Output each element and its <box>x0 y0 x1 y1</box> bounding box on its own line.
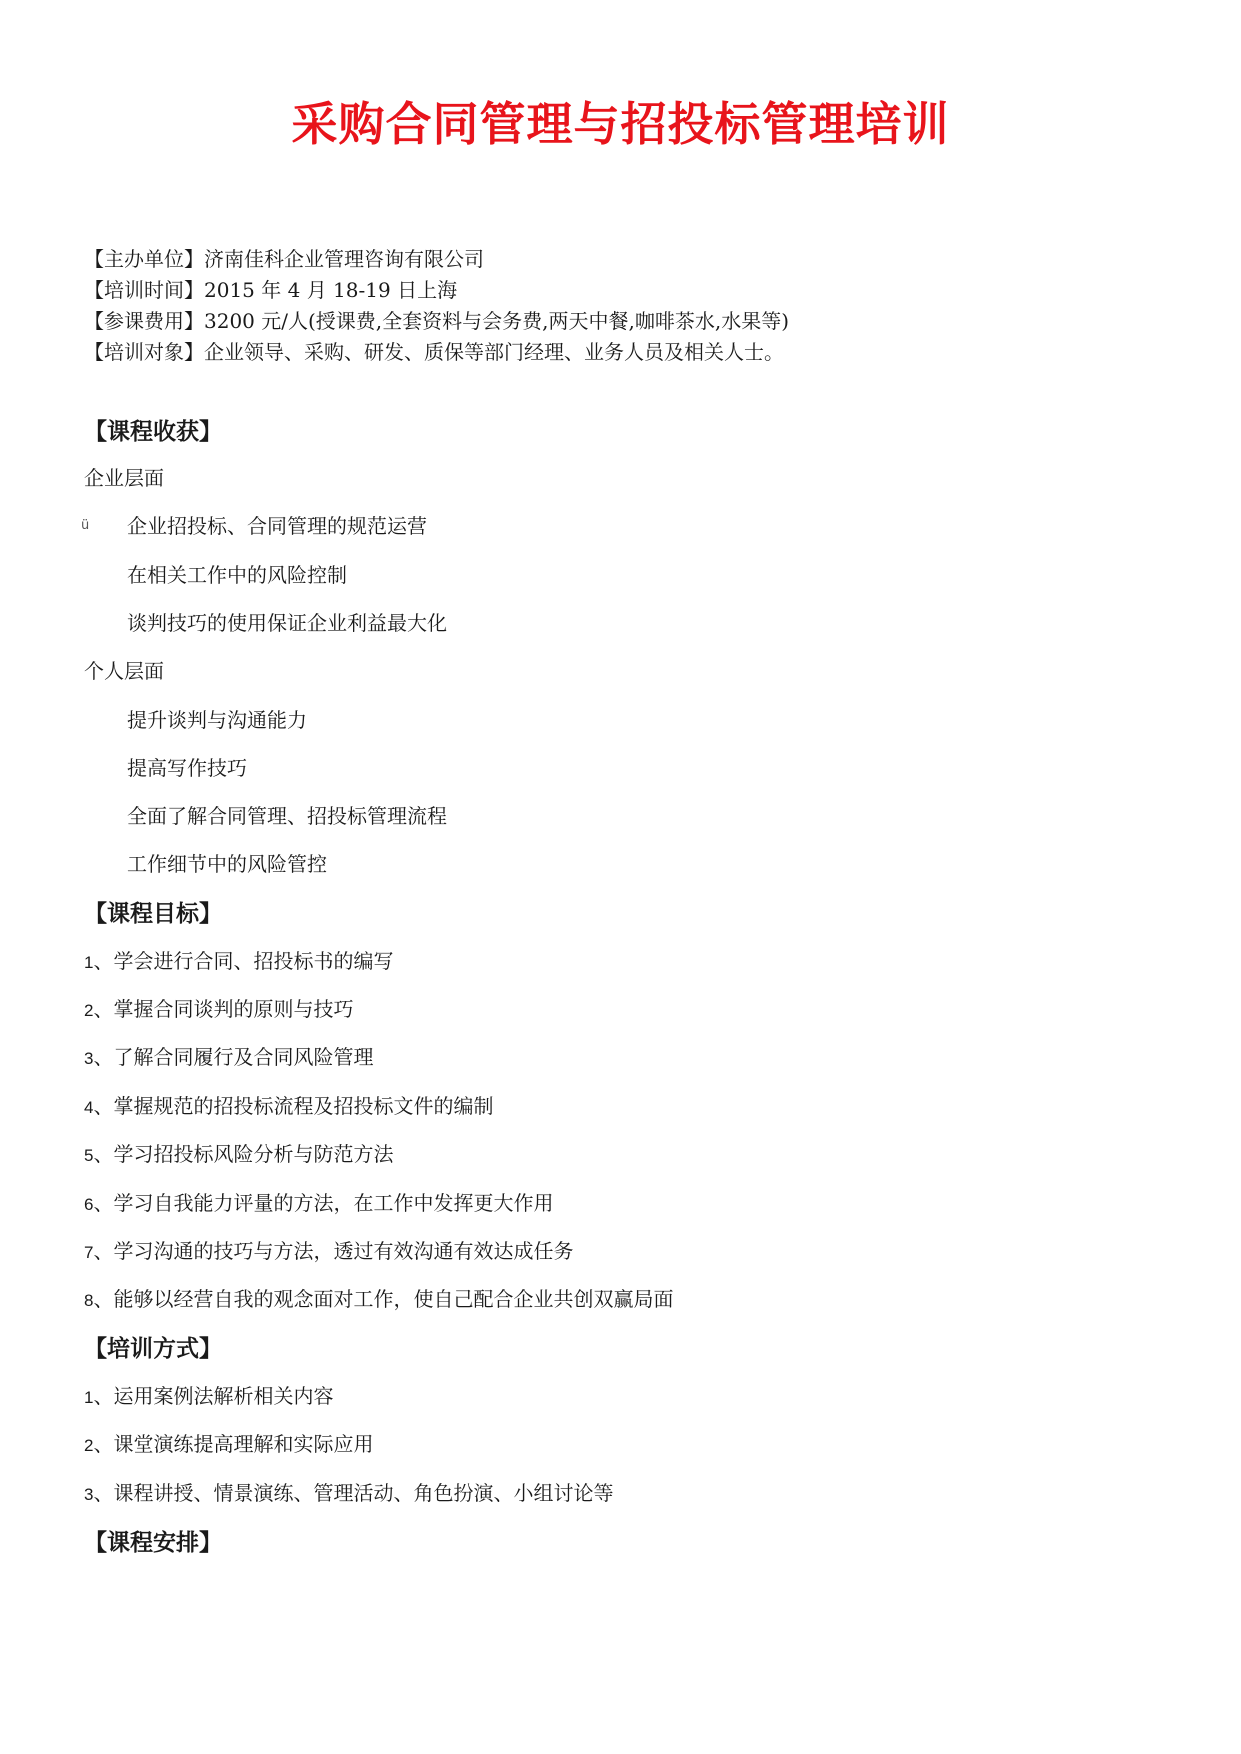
item-number: 7 <box>84 1243 94 1262</box>
harvest-enterprise-item: 在相关工作中的风险控制 <box>127 563 347 587</box>
harvest-personal-item: 提升谈判与沟通能力 <box>127 708 307 732</box>
item-text: 、能够以经营自我的观念面对工作，使自己配合企业共创双赢局面 <box>93 1287 674 1311</box>
item-number: 5 <box>84 1146 94 1165</box>
goal-item <box>84 945 393 974</box>
info-value: 企业领导、采购、研发、质保等部门经理、业务人员及相关人士。 <box>204 340 784 364</box>
goal-item <box>84 1041 373 1070</box>
info-row-time <box>84 275 789 306</box>
item-text: 、学习自我能力评量的方法，在工作中发挥更大作用 <box>93 1191 554 1215</box>
checkmark-bullet-icon: ü <box>81 518 90 533</box>
goal-item <box>84 1283 673 1312</box>
item-text: 、学习招投标风险分析与防范方法 <box>93 1142 394 1166</box>
info-label: 【参课费用】 <box>84 309 204 333</box>
item-number: 2 <box>84 1001 94 1020</box>
item-number: 6 <box>84 1195 94 1214</box>
level-label-personal: 个人层面 <box>84 659 164 683</box>
item-number: 1 <box>84 953 94 972</box>
info-value: 济南佳科企业管理咨询有限公司 <box>204 247 484 271</box>
item-text: 、学习沟通的技巧与方法，透过有效沟通有效达成任务 <box>93 1239 574 1263</box>
course-info-block <box>84 244 789 368</box>
info-label: 【培训时间】 <box>84 278 204 302</box>
level-label-enterprise: 企业层面 <box>84 466 164 490</box>
item-number: 3 <box>84 1049 94 1068</box>
item-number: 4 <box>84 1098 94 1117</box>
section-heading-goals: 【课程目标】 <box>84 901 222 927</box>
method-item <box>84 1380 333 1409</box>
info-value: 2015 年 4 月 18-19 日上海 <box>204 278 458 302</box>
info-row-audience <box>84 337 789 368</box>
goal-item <box>84 1235 573 1264</box>
info-row-organizer <box>84 244 789 275</box>
goal-item <box>84 993 353 1022</box>
method-item <box>84 1477 613 1506</box>
goal-item <box>84 1090 493 1119</box>
info-label: 【培训对象】 <box>84 340 204 364</box>
item-text: 、运用案例法解析相关内容 <box>93 1384 334 1408</box>
item-text: 、掌握规范的招投标流程及招投标文件的编制 <box>93 1094 494 1118</box>
section-heading-methods: 【培训方式】 <box>84 1336 222 1362</box>
item-number: 3 <box>84 1485 94 1504</box>
item-text: 、掌握合同谈判的原则与技巧 <box>93 997 354 1021</box>
item-text: 、课程讲授、情景演练、管理活动、角色扮演、小组讨论等 <box>93 1481 614 1505</box>
item-text: 、学会进行合同、招投标书的编写 <box>93 949 394 973</box>
info-label: 【主办单位】 <box>84 247 204 271</box>
harvest-personal-item: 全面了解合同管理、招投标管理流程 <box>127 804 447 828</box>
info-value: 3200 元/人(授课费,全套资料与会务费,两天中餐,咖啡茶水,水果等) <box>204 309 790 333</box>
section-heading-schedule: 【课程安排】 <box>84 1530 222 1556</box>
info-row-fee <box>84 306 789 337</box>
section-heading-harvest: 【课程收获】 <box>84 419 222 445</box>
item-text: 、课堂演练提高理解和实际应用 <box>93 1432 374 1456</box>
harvest-enterprise-item: 企业招投标、合同管理的规范运营 <box>127 514 427 538</box>
item-number: 1 <box>84 1388 94 1407</box>
item-text: 、了解合同履行及合同风险管理 <box>93 1045 374 1069</box>
harvest-enterprise-item: 谈判技巧的使用保证企业利益最大化 <box>127 611 447 635</box>
harvest-personal-item: 工作细节中的风险管控 <box>127 852 327 876</box>
document-title: 采购合同管理与招投标管理培训 <box>291 97 950 151</box>
goal-item <box>84 1138 393 1167</box>
method-item <box>84 1428 373 1457</box>
harvest-personal-item: 提高写作技巧 <box>127 756 247 780</box>
goal-item <box>84 1187 553 1216</box>
item-number: 8 <box>84 1291 94 1310</box>
item-number: 2 <box>84 1436 94 1455</box>
